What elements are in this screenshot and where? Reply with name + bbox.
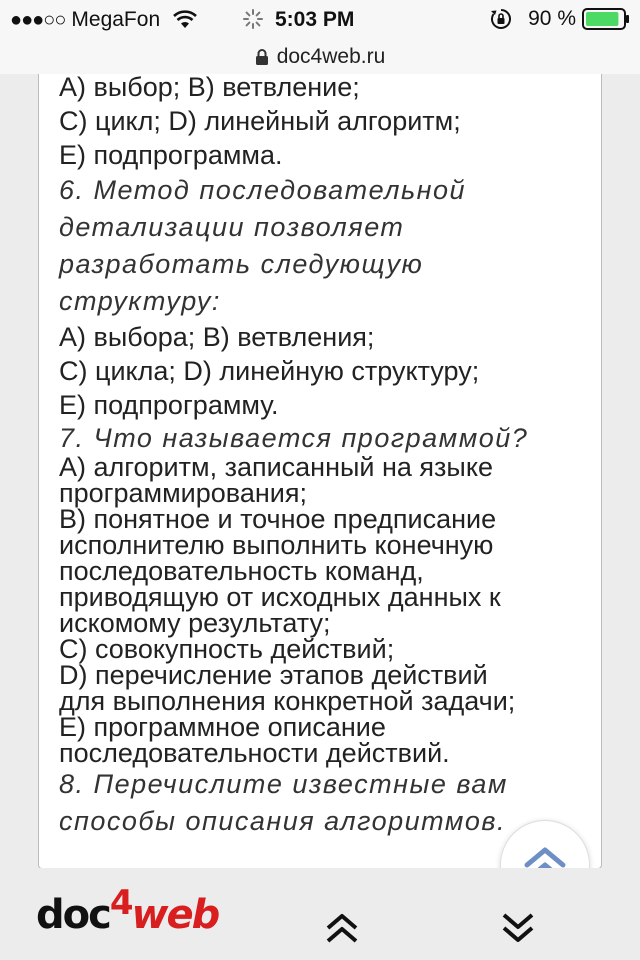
logo-doc: doc bbox=[36, 892, 110, 938]
url-domain: doc4web.ru bbox=[276, 45, 386, 68]
text-line: A) выбор; B) ветвление; bbox=[59, 74, 360, 102]
question-line: структуру: bbox=[59, 286, 221, 316]
logo-web: web bbox=[131, 892, 219, 938]
status-bar bbox=[0, 0, 640, 40]
text-line: для выполнения конкретной задачи; bbox=[59, 686, 516, 716]
site-footer bbox=[0, 868, 640, 960]
text-line: D) перечисление этапов действий bbox=[59, 660, 488, 690]
carrier-name: MegaFon bbox=[71, 8, 161, 31]
text-line: A) алгоритм, записанный на языке bbox=[59, 452, 493, 482]
text-line: B) понятное и точное предписание bbox=[59, 504, 497, 534]
doc4web-logo[interactable] bbox=[36, 883, 219, 938]
text-line: C) цикла; D) линейную структуру; bbox=[59, 356, 480, 386]
question-line: 7. Что называется программой? bbox=[59, 423, 529, 453]
battery-icon bbox=[582, 8, 630, 30]
question-line: разработать следующую bbox=[59, 249, 424, 279]
address-bar[interactable] bbox=[0, 40, 640, 74]
document-content bbox=[38, 74, 602, 869]
signal-strength-icon: ●●●○○ bbox=[10, 8, 66, 31]
padlock-icon bbox=[255, 48, 269, 66]
clock: 5:03 PM bbox=[275, 8, 355, 31]
text-line: последовательности действий. bbox=[59, 738, 450, 768]
question-line: детализации позволяет bbox=[59, 212, 405, 242]
orientation-lock-icon bbox=[490, 8, 512, 30]
text-line: исполнителю выполнить конечную bbox=[59, 530, 494, 560]
quiz-text bbox=[59, 74, 599, 840]
text-line: последовательность команд, bbox=[59, 556, 424, 586]
text-line: искомому результату; bbox=[59, 608, 331, 638]
loading-spinner-icon bbox=[243, 9, 263, 29]
text-line: приводящую от исходных данных к bbox=[59, 582, 501, 612]
page-down-icon[interactable] bbox=[498, 908, 538, 948]
text-line: программирования; bbox=[59, 478, 307, 508]
wifi-icon bbox=[172, 10, 198, 30]
battery-percentage: 90 % bbox=[528, 7, 576, 30]
question-line: способы описания алгоритмов. bbox=[59, 806, 506, 836]
question-line: 6. Метод последовательной bbox=[59, 175, 467, 205]
status-right bbox=[490, 7, 630, 31]
question-line: 8. Перечислите известные вам bbox=[59, 769, 508, 799]
page-up-icon[interactable] bbox=[322, 908, 362, 948]
text-line: C) совокупность действий; bbox=[59, 634, 395, 664]
text-line: A) выбора; B) ветвления; bbox=[59, 322, 375, 352]
text-line: C) цикл; D) линейный алгоритм; bbox=[59, 106, 461, 136]
text-line: E) подпрограмму. bbox=[59, 390, 279, 420]
text-line: E) программное описание bbox=[59, 712, 386, 742]
logo-four: 4 bbox=[109, 883, 132, 923]
text-line: E) подпрограмма. bbox=[59, 140, 283, 170]
status-left bbox=[10, 8, 198, 32]
